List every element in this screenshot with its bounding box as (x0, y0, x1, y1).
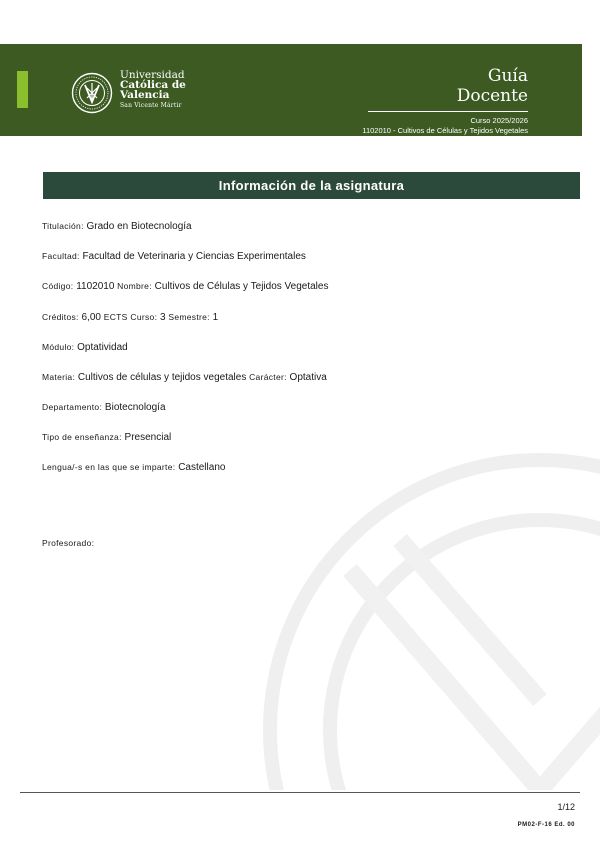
field-codigo-nombre (42, 281, 328, 292)
logo-line-2: Católica de (120, 79, 186, 91)
lengua-value: Castellano (178, 462, 226, 473)
tipo-value: Presencial (124, 432, 172, 443)
creditos-value: 6,00 (81, 312, 101, 323)
creditos-label: Créditos: (42, 312, 79, 322)
logo-line-4: San Vicente Mártir (120, 102, 182, 109)
section-title: Información de la asignatura (43, 172, 580, 199)
caracter-label: Carácter: (249, 372, 287, 382)
page-number: 1/12 (557, 802, 575, 812)
field-creditos (42, 312, 218, 323)
logo-line-1: Universidad (120, 69, 185, 81)
caracter-value: Optativa (289, 372, 327, 383)
field-profesorado (42, 538, 94, 549)
departamento-label: Departamento: (42, 402, 103, 412)
document-title (457, 66, 528, 106)
departamento-value: Biotecnología (104, 402, 166, 413)
title-divider (368, 111, 528, 112)
facultad-value: Facultad de Veterinaria y Ciencias Experimentales (82, 251, 306, 262)
field-departamento (42, 402, 166, 413)
lengua-label: Lengua/-s en las que se imparte: (42, 462, 176, 472)
materia-label: Materia: (42, 372, 76, 382)
semestre-label: Semestre: (168, 312, 210, 322)
nombre-label: Nombre: (117, 281, 152, 291)
modulo-value: Optatividad (77, 342, 128, 353)
field-facultad (42, 251, 306, 262)
titulacion-value: Grado en Biotecnología (86, 221, 192, 232)
ects-label: ECTS (103, 312, 128, 322)
semestre-value: 1 (212, 312, 219, 323)
title-line-2: Docente (456, 86, 528, 106)
footer-divider (20, 792, 580, 793)
materia-value: Cultivos de células y tejidos vegetales (77, 372, 247, 383)
course-year: Curso 2025/2026 (470, 116, 528, 125)
field-materia (42, 372, 327, 383)
field-tipo-ensenanza (42, 432, 171, 443)
modulo-label: Módulo: (42, 342, 75, 352)
field-modulo (42, 342, 128, 353)
nombre-value: Cultivos de Células y Tejidos Vegetales (154, 281, 329, 292)
seal-watermark (240, 430, 600, 790)
document-code: PM02-F-16 Ed. 00 (517, 822, 575, 828)
curso-value: 3 (160, 312, 166, 323)
subject-line: 1102010 - Cultivos de Células y Tejidos Vegetales (362, 126, 528, 135)
title-line-1: Guía (487, 66, 528, 86)
titulacion-label: Titulación: (42, 221, 84, 231)
header-accent-bar (17, 71, 28, 108)
codigo-value: 1102010 (76, 281, 115, 292)
facultad-label: Facultad: (42, 251, 80, 261)
university-seal-icon (71, 72, 113, 114)
field-titulacion (42, 221, 192, 232)
field-lengua (42, 462, 225, 473)
curso-label: Curso: (130, 312, 158, 322)
tipo-label: Tipo de enseñanza: (42, 432, 122, 442)
university-logo-text (120, 70, 186, 111)
codigo-label: Código: (42, 281, 74, 291)
profesorado-label: Profesorado: (42, 538, 95, 548)
logo-line-3: Valencia (120, 89, 170, 101)
